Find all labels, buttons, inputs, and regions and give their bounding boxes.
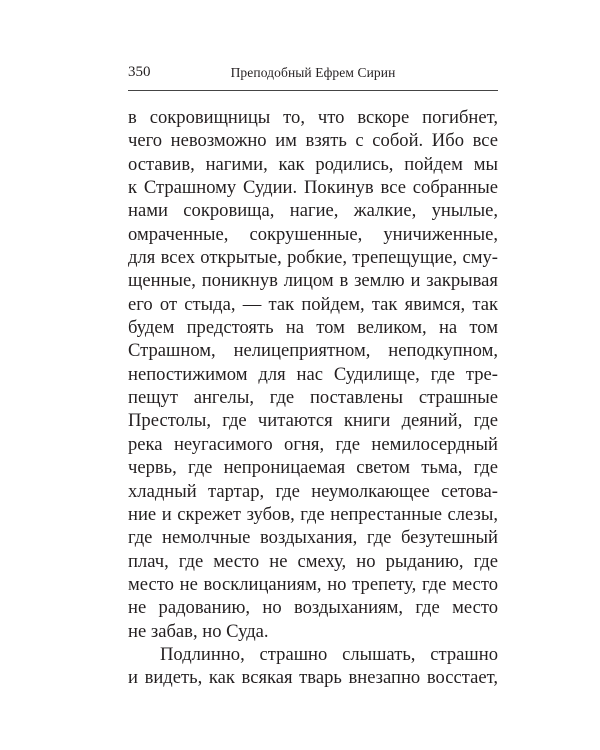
text-line: место не восклицаниям, но трепету, где место (128, 573, 498, 595)
text-line: пещут ангелы, где поставлены страшные (128, 387, 498, 409)
text-line: не радованию, но воздыханиям, где место (128, 597, 498, 619)
text-line: плач, где место не смеху, но рыданию, где (128, 550, 498, 572)
text-line: река неугасимого огня, где немилосердный (128, 433, 498, 455)
text-line: омраченные, сокрушенные, уничиженные, (128, 223, 498, 245)
running-header (128, 62, 498, 91)
text-line: хладный тартар, где неумолкающее сетова- (128, 480, 498, 502)
text-line: непостижимом для нас Судилище, где тре- (128, 363, 498, 385)
text-line: для всех открытые, робкие, трепещущие, сму- (128, 247, 498, 269)
text-line: чего невозможно им взять с собой. Ибо все (128, 130, 498, 152)
text-line: щенные, поникнув лицом в землю и закрывая (128, 270, 498, 292)
text-line: оставив, нагими, как родились, пойдем мы (128, 153, 498, 175)
text-line: нами сокровища, нагие, жалкие, унылые, (128, 200, 498, 222)
body-text (128, 106, 498, 690)
paragraph-end-line: не забав, но Суда. (128, 620, 269, 642)
text-line: червь, где непроницаемая светом тьма, где (128, 457, 498, 479)
text-line: к Страшному Судии. Покинув все собранные (128, 177, 498, 199)
text-line: Престолы, где читаются книги деяний, где (128, 410, 498, 432)
paragraph-start-line: Подлинно, страшно слышать, страшно (160, 643, 498, 665)
text-line: ние и скрежет зубов, где непрестанные слезы, (128, 503, 498, 525)
text-line: где немолчные воздыхания, где безутешный (128, 527, 498, 549)
page-number: 350 (128, 64, 151, 80)
text-line: Страшном, нелицеприятном, неподкупном, (128, 340, 498, 362)
text-line: будем предстоять на том великом, на том (128, 317, 498, 339)
text-line: его от стыда, — так пойдем, так явимся, так (128, 293, 498, 315)
text-line: и видеть, как всякая тварь внезапно восстает, (128, 667, 498, 689)
text-line: в сокровищницы то, что вскоре погибнет, (128, 107, 498, 128)
running-title: Преподобный Ефрем Сирин (230, 65, 396, 80)
